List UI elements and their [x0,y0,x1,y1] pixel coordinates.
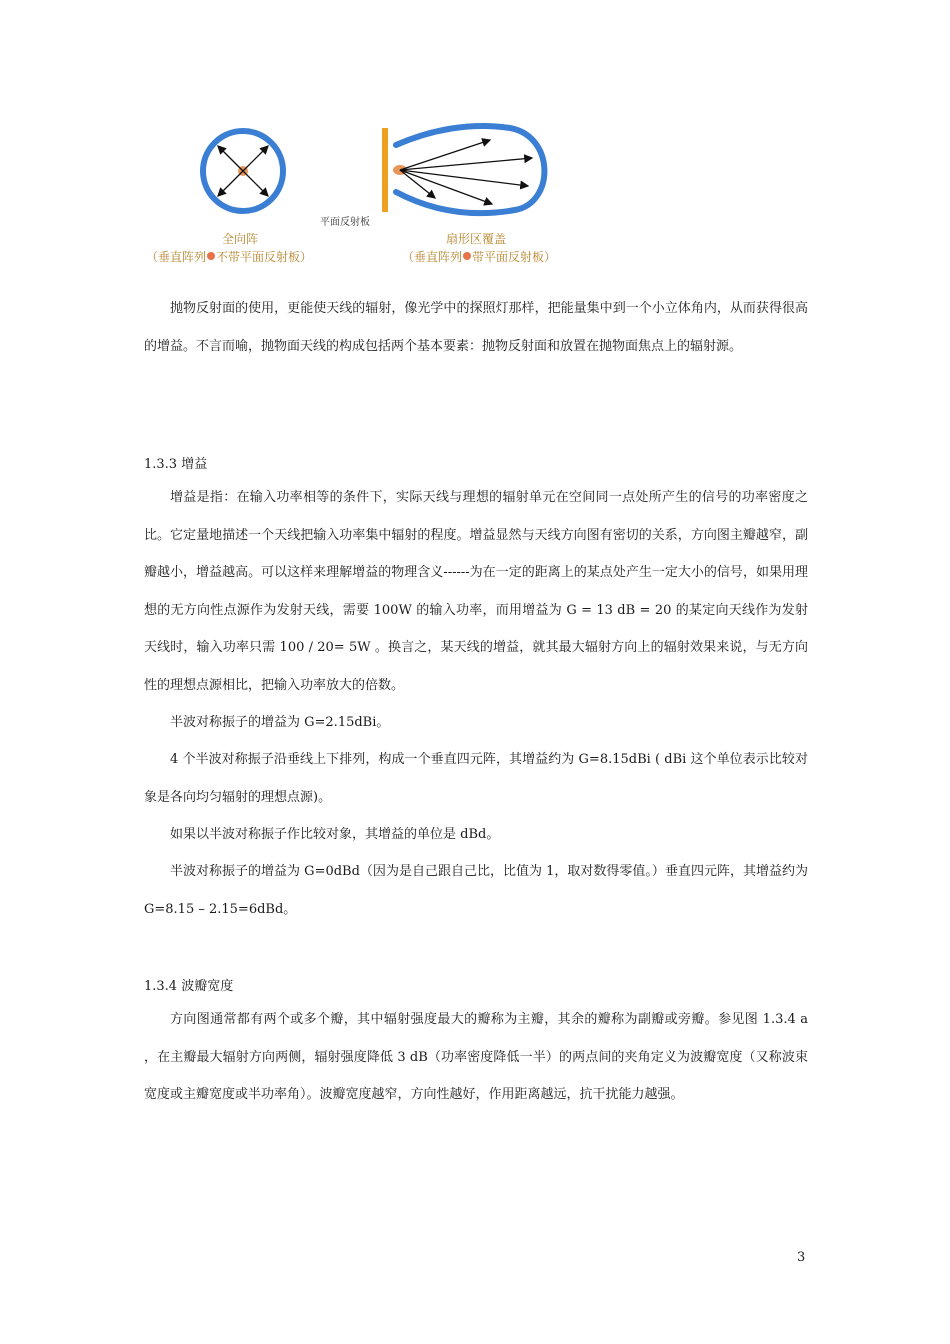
omni-caption: 全向阵 [222,232,259,246]
omni-subcaption: （垂直阵列 不带平面反射板） [146,250,313,264]
section-heading-beamwidth: 1.3.4 波瓣宽度 [144,979,234,994]
source-dot-icon [207,252,215,260]
reflector-plate [382,128,388,212]
paragraph-halfwave-gain: 半波对称振子的增益为 G=2.15dBi。 [170,715,390,730]
reflector-label: 平面反射板 [320,217,370,228]
paragraph-gain-definition: 增益是指：在输入功率相等的条件下，实际天线与理想的辐射单元在空间同一点处所产生的信号的功率密度之比。它定量地描述一个天线把输入功率集中辐射的程度。增益显然与天线方向图有密切的关系，方向图主瓣越窄，副瓣越小，增益越高。可以这样来理解增益的物理含义------为在一定的距离上的某点处产生一定大小的信号，如果用理想的无方向性点源作为发射天线，需要 100W 的输入功率，而用增益为 G = 13 dB = 20 的某定向天线作为发射天线时，输入功率只需 100 / 20= 5W 。换言之，某天线的增益，就其最大辐射方向上的辐射效果来说，与无方向性的理想点源相比，把输入功率放大的倍数。 [144,490,808,693]
source-dot-icon [463,252,471,260]
paragraph-parabolic: 抛物反射面的使用，更能使天线的辐射，像光学中的探照灯那样，把能量集中到一个小立体角内，从而获得很高的增益。不言而喻，抛物面天线的构成包括两个基本要素：抛物反射面和放置在抛物面焦点上的辐射源。 [144,301,808,354]
paragraph-four-element-array: 4 个半波对称振子沿垂线上下排列，构成一个垂直四元阵，其增益约为 G=8.15dBi ( dBi 这个单位表示比较对象是各向均匀辐射的理想点源)。 [144,752,808,805]
sector-caption: 扇形区覆盖 [446,232,507,246]
paragraph-dbd-unit: 如果以半波对称振子作比较对象，其增益的单位是 dBd。 [170,827,500,842]
sector-subcaption: （垂直阵列 带平面反射板） [402,250,557,264]
radiation-pattern-illustration [130,118,590,268]
paragraph-beamwidth: 方向图通常都有两个或多个瓣，其中辐射强度最大的瓣称为主瓣，其余的瓣称为副瓣或旁瓣。参见图 1.3.4 a ，在主瓣最大辐射方向两侧，辐射强度降低 3 dB（功率密度降低一半）的两点间的夹角定义为波瓣宽度（又称波束宽度或主瓣宽度或半功率角）。波瓣宽度越窄，方向性越好，作用距离越远，抗干扰能力越强。 [144,1012,808,1103]
paragraph-dbd-values: 半波对称振子的增益为 G=0dBd（因为是自己跟自己比，比值为 1，取对数得零值。）垂直四元阵，其增益约为 G=8.15 – 2.15=6dBd。 [144,864,808,917]
antenna-pattern-figure [130,118,590,268]
section-heading-gain: 1.3.3 增益 [144,457,208,472]
page-number: 3 [797,1250,806,1265]
sector-lobe [396,126,544,213]
